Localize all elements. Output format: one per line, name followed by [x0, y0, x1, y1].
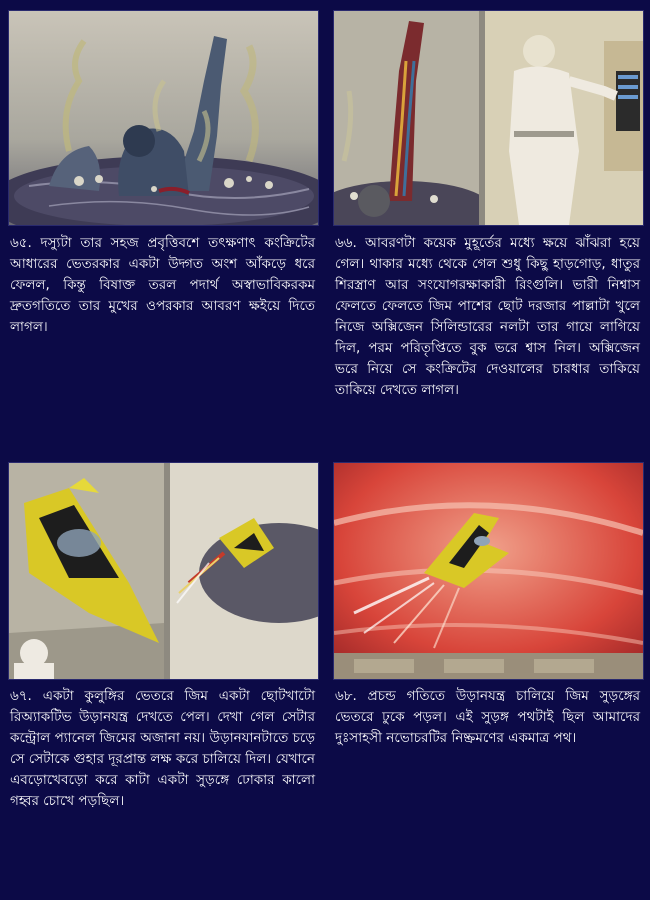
illustration-67: [8, 462, 319, 680]
illustration-65: [8, 10, 319, 226]
illustration-66: [333, 10, 644, 226]
illustration-68: [333, 462, 644, 680]
caption-66: ৬৬. আবরণটা কয়েক মুহূর্তের মধ্যে ক্ষয়ে ঝাঁঝরা হয়ে গেল। থাকার মধ্যে থেকে গেল শুধু কিছু হাড়গোড়, ধাতুর শিরস্ত্রাণ আর সংযোগরক্ষাকারী রিংগুলি। ভারী নিশ্বাস ফেলতে ফেলতে জিম পাশের ছোট দরজার পাল্লাটা খুলে নিজে অক্সিজেন সিলিন্ডারের নলটা তার গায়ে লাগিয়ে দিল, পরম পরিতৃপ্তিতে বুক ভরে শ্বাস নিল। অক্সিজেন ভরে নিয়ে সে কংক্রিটের দেওয়ালের চারধার তাকিয়ে তাকিয়ে দেখতে লাগল।: [335, 235, 640, 398]
caption-67: ৬৭. একটা কুলুঙ্গির ভেতরে জিম একটা ছোটখাটো রিঅ্যাকটিভ উড়ানযন্ত্র দেখতে পেল। দেখা গেল সেটার কন্ট্রোল প্যানেল জিমের অজানা নয়। উড়ানযানটাতে চড়ে সে সেটাকে গুহার দূরপ্রান্ত লক্ষ করে চালিয়ে দিল। যেখানে এবড়োখেবড়ো করে কাটা একটা সুড়ঙ্গে ঢোকার কালো গহ্বর চোখে পড়ছিল।: [10, 688, 315, 809]
caption-68: ৬৮. প্রচন্ড গতিতে উড়ানযন্ত্র চালিয়ে জিম সুড়ঙ্গের ভেতরে ঢুকে পড়ল। এই সুড়ঙ্গ পথটাই ছিল আমাদের দুঃসাহসী নভোচরটির নিষ্ক্রমণের একমাত্র পথ।: [335, 688, 640, 746]
caption-65: ৬৫. দস্যুটা তার সহজ প্রবৃত্তিবশে তৎক্ষণাৎ কংক্রিটের আধারের ভেতরকার একটা উদ্গত অংশ আঁকড়ে ধরে ফেলল, কিন্তু বিষাক্ত তরল পদার্থ অস্বাভাবিকরকম দ্রুতগতিতে তার মুখের ওপরকার আবরণ ক্ষইয়ে দিতে লাগল।: [10, 235, 315, 335]
